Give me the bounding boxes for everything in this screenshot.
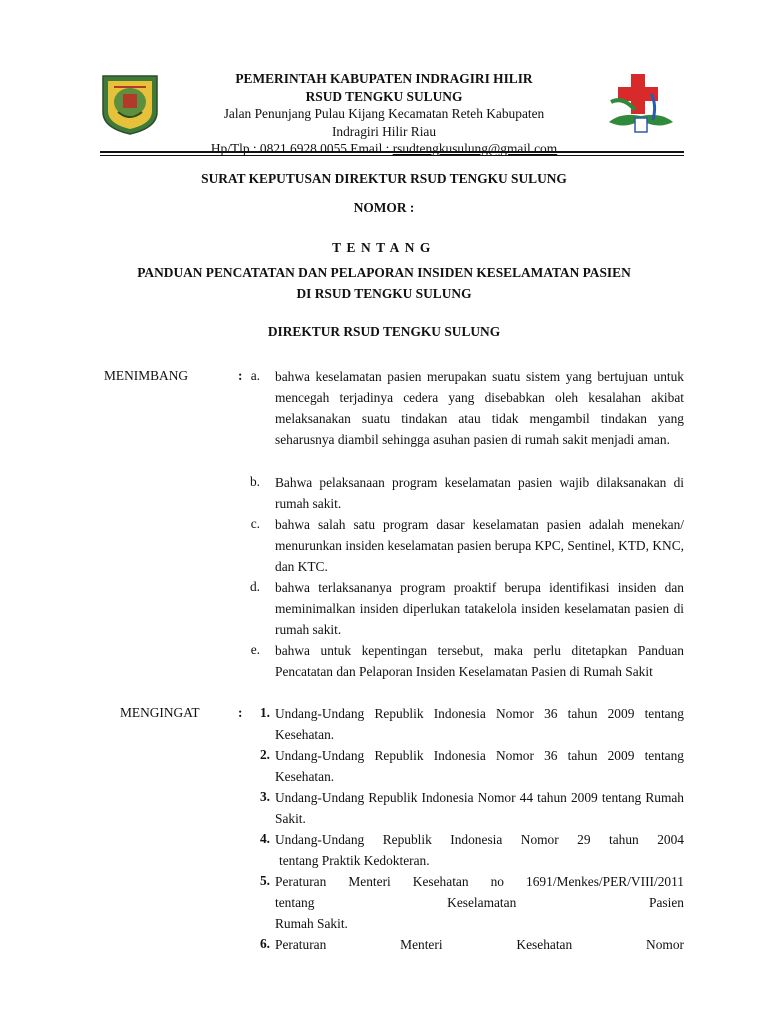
menimbang-mark-b: b. — [249, 474, 260, 489]
menimbang-mark-c: c. — [250, 516, 260, 531]
mengingat-item-1: Undang-Undang Republik Indonesia Nomor 36 tahun 2009 tentang Kesehatan. — [275, 706, 684, 742]
letterhead-address-1: Jalan Penunjang Pulau Kijang Kecamatan Reteh Kabupaten — [223, 106, 545, 121]
menimbang-mark-e: e. — [250, 642, 260, 657]
decree-number: NOMOR : — [353, 200, 415, 215]
mengingat-item-6-line-1: Peraturan Menteri Kesehatan Nomor — [275, 937, 684, 952]
mengingat-label: MENGINGAT — [120, 705, 200, 720]
letterhead-government: PEMERINTAH KABUPATEN INDRAGIRI HILIR — [235, 71, 533, 86]
mengingat-mark-3: 3. — [259, 789, 270, 804]
letterhead-address-2: Indragiri Hilir Riau — [331, 123, 437, 139]
mengingat-mark-4: 4. — [259, 831, 270, 846]
mengingat-mark-6: 6. — [259, 936, 270, 951]
decree-subject-line-1: PANDUAN PENCATATAN DAN PELAPORAN INSIDEN KESELAMATAN PASIEN — [137, 265, 631, 280]
mengingat-colon: : — [238, 705, 243, 720]
mengingat-item-3: Undang-Undang Republik Indonesia Nomor 44 tahun 2009 tentang Rumah Sakit. — [275, 790, 684, 826]
mengingat-item-2: Undang-Undang Republik Indonesia Nomor 36 tahun 2009 tentang Kesehatan. — [275, 748, 684, 784]
letterhead-email: rsudtengkusulung@gmail.com — [392, 141, 558, 156]
director-heading: DIREKTUR RSUD TENGKU SULUNG — [267, 324, 501, 339]
mengingat-mark-5: 5. — [259, 873, 270, 888]
menimbang-item-c: bahwa salah satu program dasar keselamatan pasien adalah menekan/ menurunkan insiden keselamatan pasien berupa KPC, Sentinel, KTD, KNC, dan KTC. — [275, 517, 684, 574]
mengingat-mark-2: 2. — [259, 747, 270, 762]
menimbang-mark-a: a. — [250, 368, 260, 383]
letterhead-hospital: RSUD TENGKU SULUNG — [305, 88, 463, 104]
mengingat-item-4-line-2: tentang Praktik Kedokteran. — [279, 853, 430, 868]
menimbang-item-d: bahwa terlaksananya program proaktif berupa identifikasi insiden dan meminimalkan insiden diperlukan tatakelola insiden keselamatan pasien di rumah sakit. — [275, 580, 684, 637]
decree-title: SURAT KEPUTUSAN DIREKTUR RSUD TENGKU SULUNG — [201, 171, 567, 186]
decree-subject-line-2: DI RSUD TENGKU SULUNG — [296, 286, 472, 301]
tentang-heading: TENTANG — [332, 240, 436, 255]
mengingat-item-4-line-1: Undang-Undang Republik Indonesia Nomor 29 tahun 2004 — [275, 832, 684, 847]
menimbang-mark-d: d. — [249, 579, 260, 594]
menimbang-item-e: bahwa untuk kepentingan tersebut, maka perlu ditetapkan Panduan Pencatatan dan Pelaporan Insiden Keselamatan Pasien di Rumah Sakit — [275, 643, 684, 679]
letterhead-phone: Hp/Tlp : 0821 6928 0055 Email : — [210, 141, 393, 156]
menimbang-item-a: bahwa keselamatan pasien merupakan suatu sistem yang bertujuan untuk mencegah terjadinya cedera yang disebabkan oleh kesalahan akibat melaksanakan suatu tindakan atau tidak mengambil tindakan yang seharusnya diambil sehingga asuhan pasien di rumah sakit menjadi aman. — [275, 369, 684, 447]
menimbang-colon: : — [238, 368, 243, 383]
menimbang-item-b: Bahwa pelaksanaan program keselamatan pasien wajib dilaksanakan di rumah sakit. — [275, 475, 684, 511]
decree-subject — [0, 262, 768, 304]
letterhead — [0, 70, 768, 158]
letterhead-rule-thin — [100, 155, 684, 156]
letterhead-rule-thick — [100, 151, 684, 153]
mengingat-item-5-line-2: tentang Keselamatan Pasien — [275, 895, 684, 910]
mengingat-mark-1: 1. — [259, 705, 270, 720]
menimbang-label: MENIMBANG — [104, 368, 189, 383]
mengingat-item-5-line-1: Peraturan Menteri Kesehatan no 1691/Menkes/PER/VIII/2011 — [275, 874, 684, 889]
mengingat-item-5-line-3: Rumah Sakit. — [275, 916, 348, 931]
